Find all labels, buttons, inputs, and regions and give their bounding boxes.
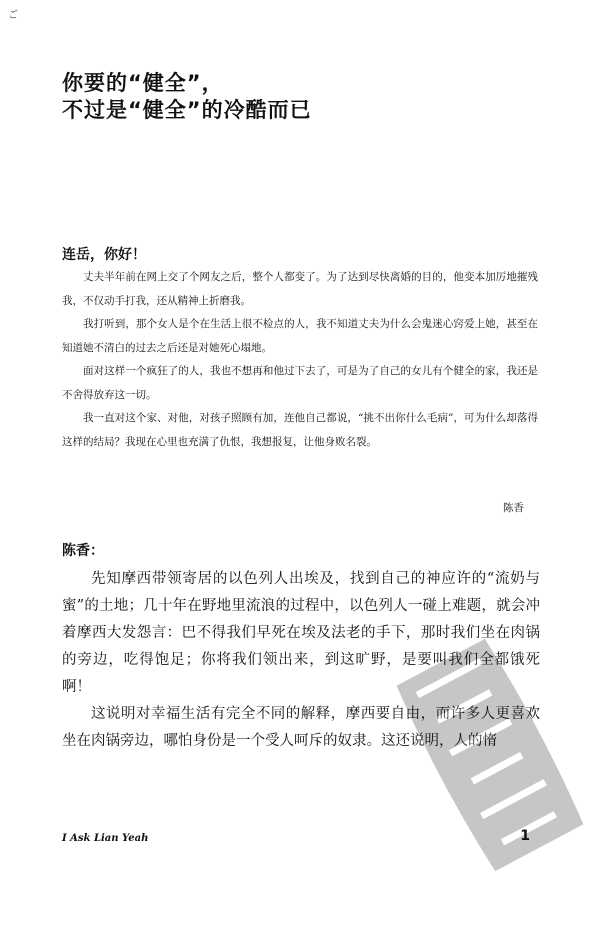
letter-paragraph: 丈夫半年前在网上交了个网友之后，整个人都变了。为了达到尽快离婚的目的，他变本加厉地摧残我，不仅动手打我，还从精神上折磨我。 bbox=[62, 271, 538, 307]
page-number: 1 bbox=[520, 828, 530, 844]
letter-body bbox=[62, 266, 538, 454]
letter-salutation: 连岳，你好！ bbox=[62, 247, 146, 263]
page-title bbox=[62, 70, 542, 124]
reply-paragraph: 这说明对幸福生活有完全不同的解释，摩西要自由，而许多人更喜欢坐在肉锅旁边，哪怕身份是一个受人呵斥的奴隶。这还说明，人的惰 bbox=[62, 706, 540, 749]
reply-paragraph: 先知摩西带领寄居的以色列人出埃及，找到自己的神应许的“流奶与蜜”的土地；几十年在野地里流浪的过程中，以色列人一碰上难题，就会冲着摩西大发怨言：巴不得我们早死在埃及法老的手下，那时我们坐在肉锅的旁边，吃得饱足；你将我们领出来，到这旷野，是要叫我们全都饿死啊！ bbox=[62, 571, 540, 695]
letter-signature: 陈香 bbox=[503, 502, 524, 514]
footer-book-title: I Ask Lian Yeah bbox=[62, 833, 149, 844]
reply-heading: 陈香： bbox=[62, 543, 104, 559]
letter-paragraph: 面对这样一个疯狂了的人，我也不想再和他过下去了，可是为了自己的女儿有个健全的家，我还是不舍得放弃这一切。 bbox=[62, 365, 538, 401]
letter-paragraph: 我一直对这个家、对他，对孩子照顾有加，连他自己都说，“挑不出你什么毛病”，可为什么却落得这样的结局？我现在心里也充满了仇恨，我想报复，让他身败名裂。 bbox=[62, 412, 538, 448]
letter-paragraph: 我打听到，那个女人是个在生活上很不检点的人，我不知道丈夫为什么会鬼迷心窍爱上她，甚至在知道她不清白的过去之后还是对她死心塌地。 bbox=[62, 318, 538, 354]
title-line-2: 不过是“健全”的冷酷而已 bbox=[62, 98, 312, 122]
title-line-1: 你要的“健全”， bbox=[62, 71, 224, 95]
corner-mark: ご bbox=[8, 10, 18, 21]
